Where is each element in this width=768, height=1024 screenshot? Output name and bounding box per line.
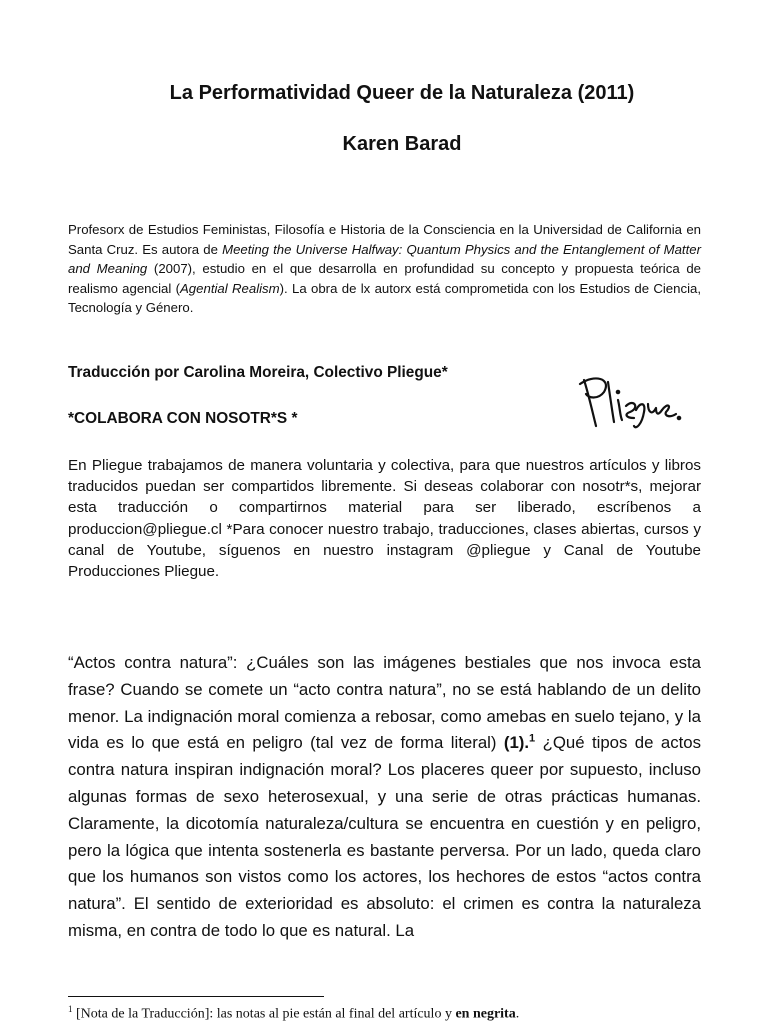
footnote bbox=[68, 1004, 519, 1023]
footnote-number: 1 bbox=[68, 1004, 73, 1014]
footnote-end: . bbox=[515, 1006, 520, 1022]
bio-book-title: Meeting the Universe Halfway: Quantum Physics and the Entanglement of Matter and Meaning bbox=[68, 241, 701, 277]
footnote-text: : las notas al pie están al final del artículo y bbox=[209, 1006, 456, 1022]
translation-credit: Traducción por Carolina Moreira, Colectivo Pliegue* bbox=[68, 364, 448, 381]
collaborate-text: En Pliegue trabajamos de manera voluntaria y colectiva, para que nuestros artículos y libros traducidos puedan ser compartidos libremente. Si deseas colaborar con nosotr*s, mejorar esta traducción o compartirnos material para ser liberado, escríbenos a produccion@pliegue.cl *Para conocer nuestro trabajo, traducciones, clases abiertas, cursos y canal de Youtube, síguenos en nuestro instagram @pliegue y Canal de Youtube Producciones Pliegue. bbox=[68, 457, 701, 581]
note-reference: (1). bbox=[503, 733, 530, 753]
pliegue-signature-logo bbox=[574, 372, 684, 432]
bio-text-1: Profesorx de Estudios Feministas, Filosofía e Historia de la Consciencia en la Universidad de California en Santa Cruz. Es autora de bbox=[68, 222, 701, 257]
bio-text-3: ). La obra de lx autorx está comprometida con los Estudios de Ciencia, Tecnología y Género. bbox=[68, 280, 702, 316]
footnote-divider bbox=[68, 996, 324, 997]
collaborate-heading: *COLABORA CON NOSOTR*S * bbox=[68, 410, 298, 427]
main-text-2: ¿Qué tipos de actos contra natura inspiran indignación moral? Los placeres queer por supuesto, incluso algunas formas de sexo heterosexual, y una serie de otras prácticas humanas. Claramente, la dicotomía naturaleza/cultura se encuentra en cuestión y en peligro, pero la lógica que intenta sostenerla es bastante perversa. Por un lado, queda claro que los humanos son vistos como los actores, los hechores de estos “actos contra natura”. El sentido de exterioridad es absoluto: el crimen es contra la naturaleza misma, en contra de todo lo que es natural. La bbox=[68, 733, 701, 940]
bio-concept: Agential Realism bbox=[180, 280, 280, 296]
bio-text-2: (2007), estudio en el que desarrolla en profundidad su concepto y propuesta teórica de realismo agencial ( bbox=[68, 261, 701, 296]
author-bio bbox=[68, 220, 701, 318]
main-paragraph bbox=[68, 650, 701, 945]
document-author: Karen Barad bbox=[342, 133, 462, 155]
footnote-label: [Nota de la Traducción] bbox=[72, 1006, 210, 1022]
main-text-1: “Actos contra natura”: ¿Cuáles son las imágenes bestiales que nos invoca esta frase? Cuando se comete un “acto contra natura”, no se está hablando de un delito menor. La indignación moral comienza a rebosar, como amebas en suelo tejano, y la vida es lo que está en peligro (tal vez de forma literal) bbox=[68, 653, 701, 753]
footnote-bold-text: en negrita bbox=[455, 1006, 516, 1022]
document-title: La Performatividad Queer de la Naturaleza (2011) bbox=[169, 82, 635, 104]
footnote-marker[interactable]: 1 bbox=[529, 732, 536, 745]
